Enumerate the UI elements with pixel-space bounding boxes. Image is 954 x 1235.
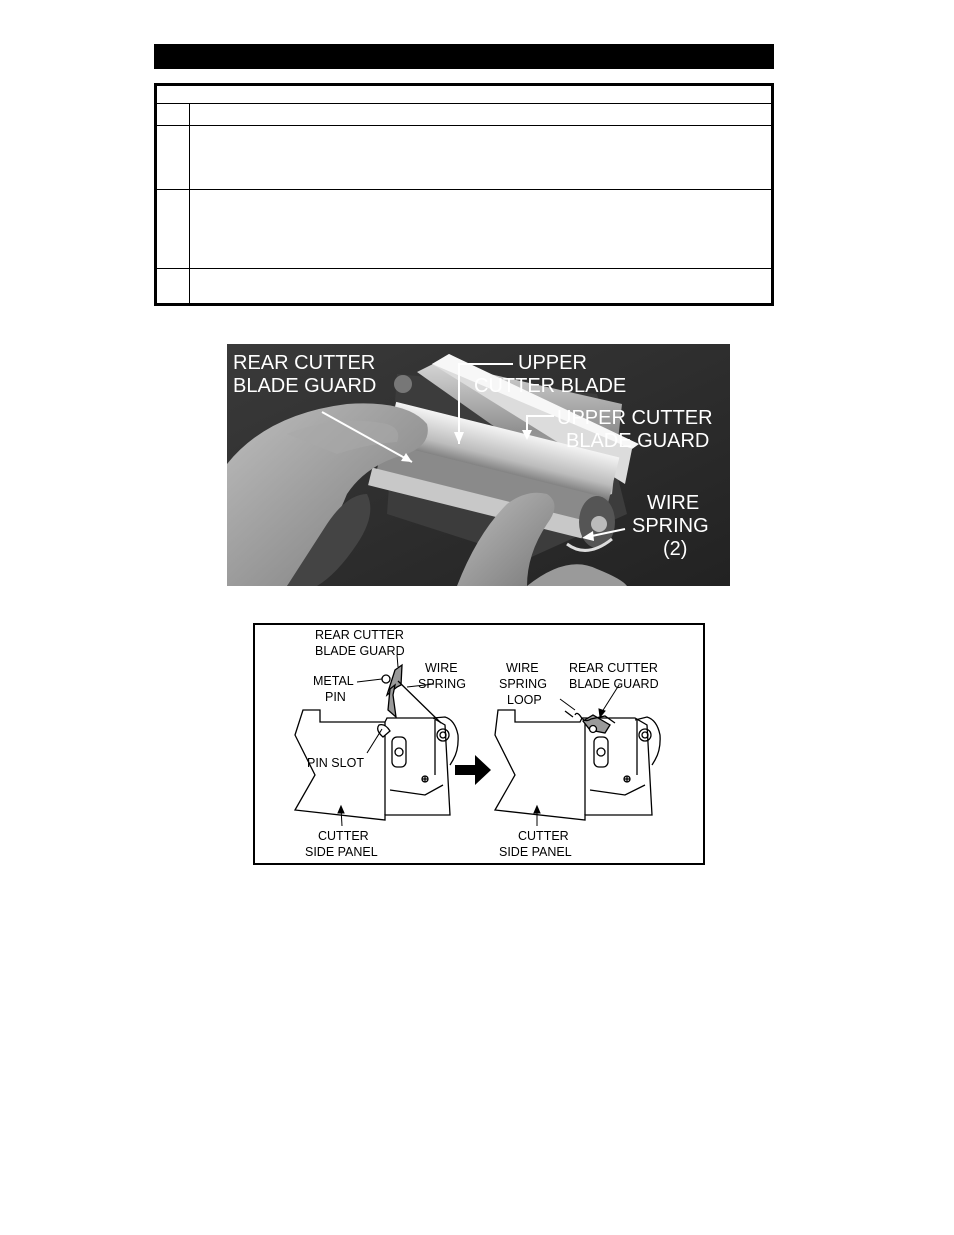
label-upper-cutter-blade-line2: CUTTER BLADE <box>474 375 627 397</box>
label-wire-spring: WIRE <box>425 661 458 675</box>
label-cutter-side-panel-right-line2: SIDE PANEL <box>499 845 572 859</box>
label-rear-cutter-blade-guard-right: REAR CUTTER <box>569 661 658 675</box>
label-rear-cutter-blade-guard-line2: BLADE GUARD <box>233 375 377 397</box>
table-header-row <box>157 86 771 104</box>
section-header-bar <box>154 44 774 69</box>
label-rear-cutter-blade-guard-line2: BLADE GUARD <box>315 644 405 658</box>
table-row <box>157 190 771 269</box>
label-upper-cutter-blade-guard: UPPER CUTTER <box>557 407 713 429</box>
procedure-table <box>154 83 774 306</box>
label-wire-spring-line2: SPRING <box>632 515 709 537</box>
label-wire-spring-loop-line3: LOOP <box>507 693 542 707</box>
table-row <box>157 126 771 190</box>
label-pin-slot: PIN SLOT <box>307 756 364 770</box>
label-wire-spring-count: (2) <box>663 538 688 560</box>
step-number-cell <box>157 190 190 268</box>
step-number-cell <box>157 126 190 189</box>
table-row <box>157 269 771 303</box>
cutter-assembly-photo <box>227 344 730 586</box>
label-cutter-side-panel: CUTTER <box>318 829 369 843</box>
right-assembly <box>495 710 660 820</box>
label-upper-cutter-blade: UPPER <box>518 352 587 374</box>
table-row <box>157 104 771 126</box>
transition-arrow-icon <box>455 755 491 785</box>
label-cutter-side-panel-right: CUTTER <box>518 829 569 843</box>
label-metal-pin: METAL <box>313 674 354 688</box>
label-wire-spring-loop: WIRE <box>506 661 539 675</box>
label-wire-spring-line2: SPRING <box>418 677 466 691</box>
label-rear-cutter-blade-guard: REAR CUTTER <box>315 628 404 642</box>
label-rear-cutter-blade-guard-right-line2: BLADE GUARD <box>569 677 659 691</box>
wire-spring-installation-diagram <box>253 623 705 865</box>
step-number-cell <box>157 269 190 303</box>
label-wire-spring-loop-line2: SPRING <box>499 677 547 691</box>
label-rear-cutter-blade-guard: REAR CUTTER <box>233 352 376 374</box>
label-cutter-side-panel-line2: SIDE PANEL <box>305 845 378 859</box>
label-metal-pin-line2: PIN <box>325 690 346 704</box>
label-wire-spring: WIRE <box>647 492 700 514</box>
label-upper-cutter-blade-guard-line2: BLADE GUARD <box>566 430 710 452</box>
step-number-cell <box>157 104 190 125</box>
